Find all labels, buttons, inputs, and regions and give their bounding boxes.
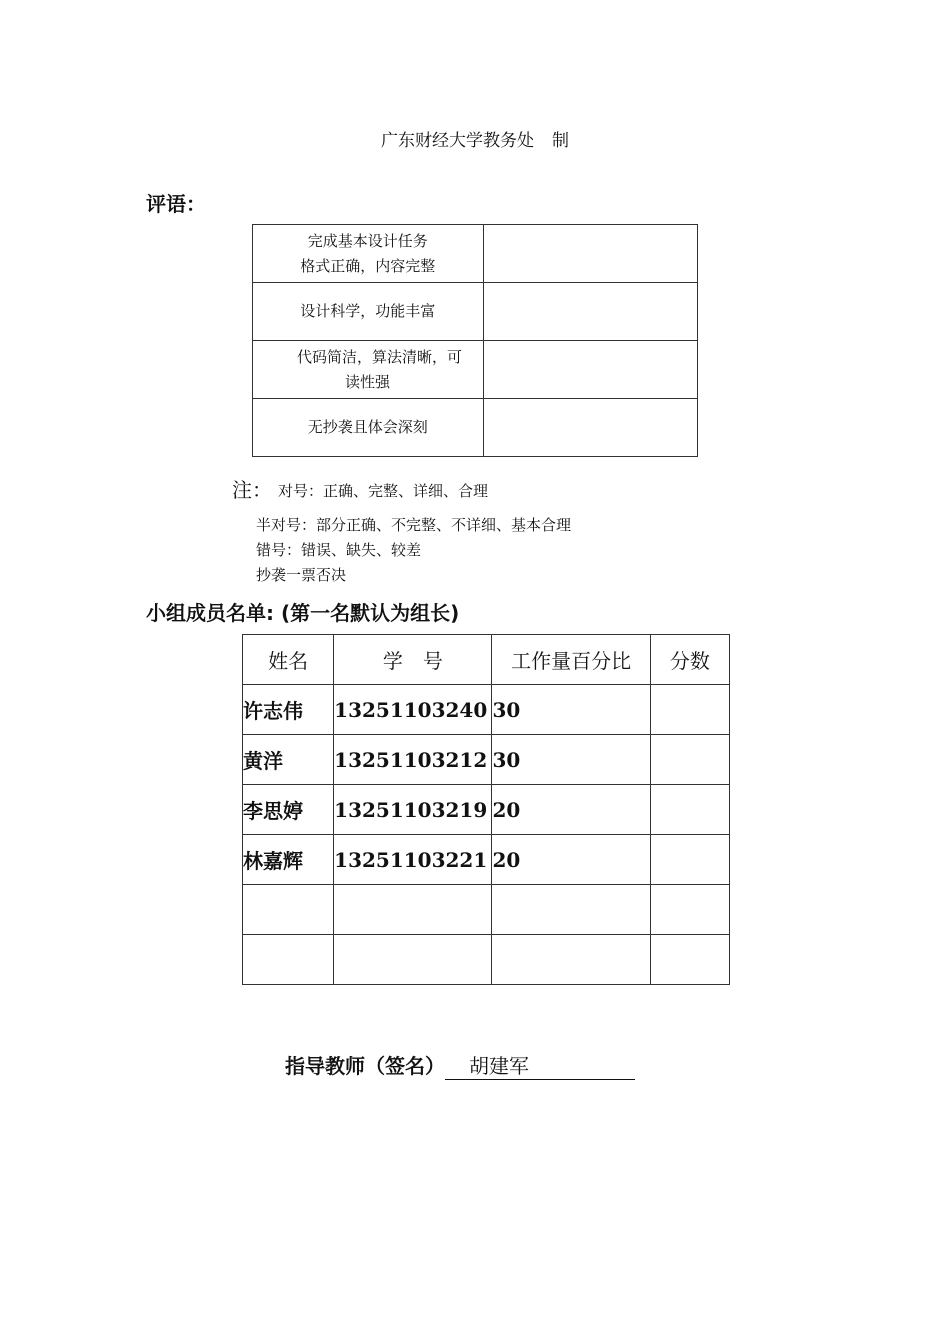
note-mark: 注： xyxy=(232,478,272,502)
criteria-cell xyxy=(253,283,484,341)
header-score: 分数 xyxy=(650,635,729,685)
member-score[interactable] xyxy=(650,935,729,985)
criteria-row xyxy=(253,341,698,399)
member-name[interactable] xyxy=(243,935,334,985)
member-student-id[interactable] xyxy=(334,935,492,985)
header-name: 姓名 xyxy=(243,635,334,685)
note-line: 错号：错误、缺失、较差 xyxy=(256,541,422,559)
criteria-text: 格式正确，内容完整 xyxy=(300,256,436,275)
member-student-id: 13251103219 xyxy=(334,785,492,835)
member-workload[interactable] xyxy=(492,935,650,985)
member-student-id: 13251103240 xyxy=(334,685,492,735)
member-name: 林嘉辉 xyxy=(243,835,334,885)
criteria-text: 完成基本设计任务 xyxy=(307,231,428,250)
member-workload: 20 xyxy=(492,785,650,835)
evaluation-cell[interactable] xyxy=(483,399,697,457)
member-student-id: 13251103212 xyxy=(334,735,492,785)
note-line: 对号：正确、完整、详细、合理 xyxy=(278,482,489,500)
signature-label: 指导教师（签名） xyxy=(285,1054,445,1078)
header-org: 广东财经大学教务处 xyxy=(381,131,534,151)
member-score[interactable] xyxy=(650,685,729,735)
table-row xyxy=(243,935,730,985)
criteria-cell xyxy=(253,225,484,283)
member-student-id[interactable] xyxy=(334,885,492,935)
header-workload: 工作量百分比 xyxy=(492,635,650,685)
criteria-text: 代码简洁，算法清晰，可 xyxy=(297,347,463,366)
table-row xyxy=(243,835,730,885)
evaluation-cell[interactable] xyxy=(483,225,697,283)
table-row xyxy=(243,735,730,785)
criteria-text: 无抄袭且体会深刻 xyxy=(307,418,428,436)
members-table xyxy=(242,634,730,985)
member-workload: 30 xyxy=(492,735,650,785)
member-student-id: 13251103221 xyxy=(334,835,492,885)
header-suffix: 制 xyxy=(552,131,569,151)
member-score[interactable] xyxy=(650,785,729,835)
header-student-id: 学 号 xyxy=(334,635,492,685)
member-workload: 30 xyxy=(492,685,650,735)
evaluation-cell[interactable] xyxy=(483,341,697,399)
member-workload: 20 xyxy=(492,835,650,885)
member-score[interactable] xyxy=(650,885,729,935)
members-title: 小组成员名单: (第一名默认为组长) xyxy=(146,601,460,625)
member-score[interactable] xyxy=(650,735,729,785)
document-header xyxy=(0,126,950,151)
member-name: 李思婷 xyxy=(243,785,334,835)
criteria-cell xyxy=(253,341,484,399)
criteria-row xyxy=(253,225,698,283)
note-line: 抄袭一票否决 xyxy=(256,566,347,584)
note-line: 半对号：部分正确、不完整、不详细、基本合理 xyxy=(256,516,572,534)
table-row xyxy=(243,785,730,835)
table-header-row xyxy=(243,635,730,685)
criteria-table xyxy=(252,224,698,457)
signature-field[interactable]: 胡建军 xyxy=(445,1050,635,1080)
criteria-cell xyxy=(253,399,484,457)
table-row xyxy=(243,685,730,735)
member-score[interactable] xyxy=(650,835,729,885)
table-row xyxy=(243,885,730,935)
member-name: 黄洋 xyxy=(243,735,334,785)
signature-row xyxy=(285,1050,635,1080)
member-name[interactable] xyxy=(243,885,334,935)
criteria-text: 读性强 xyxy=(345,372,391,391)
comments-title: 评语： xyxy=(146,192,206,216)
member-name: 许志伟 xyxy=(243,685,334,735)
evaluation-cell[interactable] xyxy=(483,283,697,341)
criteria-row xyxy=(253,283,698,341)
criteria-text: 设计科学，功能丰富 xyxy=(300,302,436,320)
member-workload[interactable] xyxy=(492,885,650,935)
criteria-row xyxy=(253,399,698,457)
